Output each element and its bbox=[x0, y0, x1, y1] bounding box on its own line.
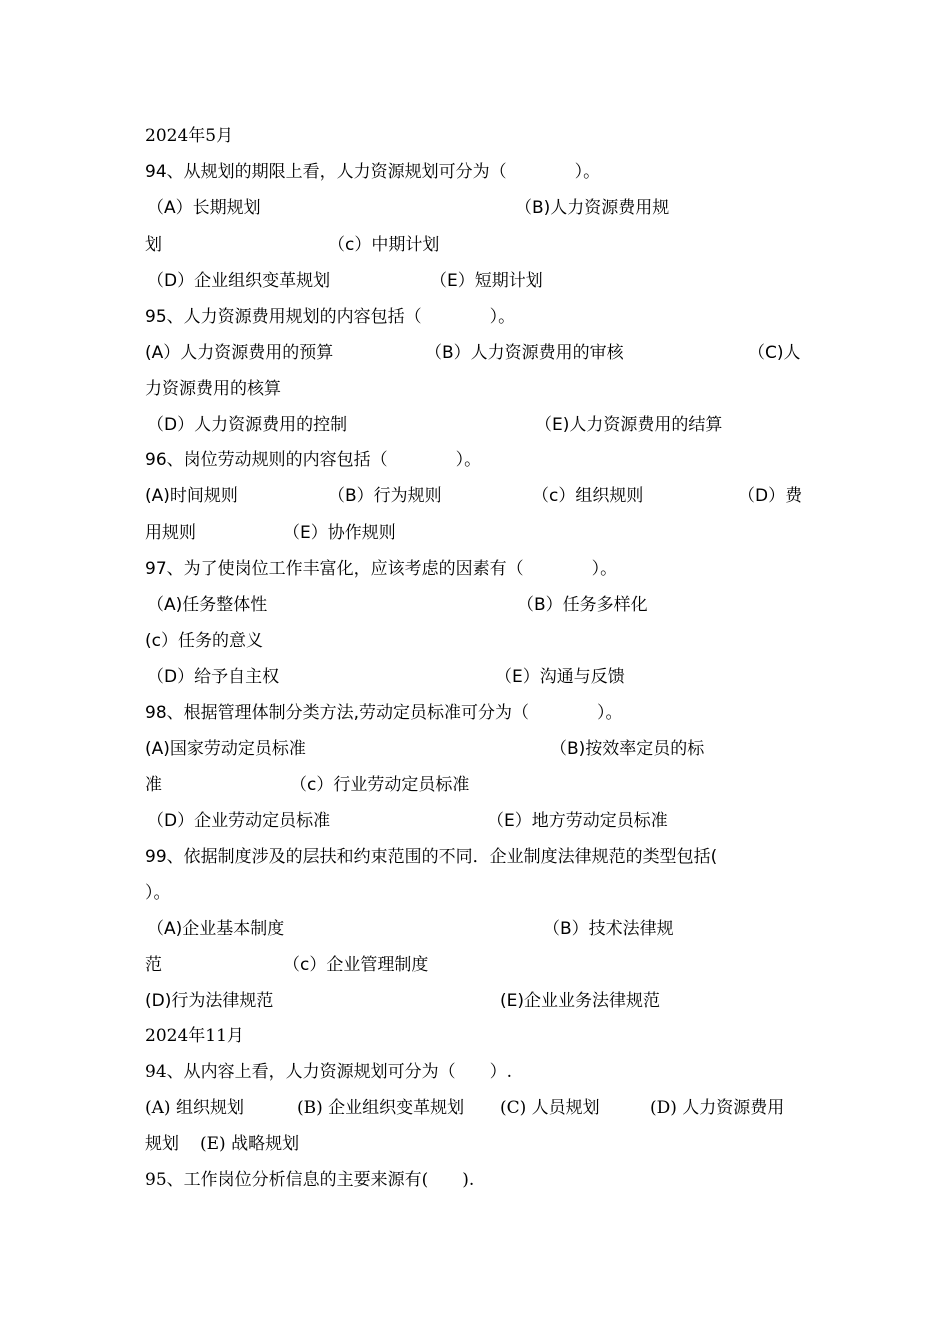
option-a: (A）人力资源费用的预算 bbox=[145, 343, 334, 363]
question-stem-line bbox=[0, 701, 950, 737]
option-line bbox=[0, 521, 950, 557]
option-line bbox=[0, 1132, 950, 1168]
option-b: （B）人力资源费用的审核 bbox=[425, 343, 624, 363]
option-b: (B) 企业组织变革规划 bbox=[297, 1098, 465, 1118]
option-a: (A)国家劳动定员标准 bbox=[145, 739, 306, 759]
option-line bbox=[0, 377, 950, 413]
option-line bbox=[0, 953, 950, 989]
option-e: (E)企业业务法律规范 bbox=[500, 991, 661, 1011]
option-c: （c）行业劳动定员标准 bbox=[290, 775, 470, 795]
option-a: （A)任务整体性 bbox=[147, 595, 268, 615]
option-line bbox=[0, 917, 950, 953]
option-a: （A）长期规划 bbox=[147, 198, 261, 218]
option-c: （c）企业管理制度 bbox=[283, 955, 429, 975]
option-b: （B）行为规则 bbox=[328, 486, 442, 506]
option-b: （B）任务多样化 bbox=[517, 595, 648, 615]
option-e: (E) 战略规划 bbox=[200, 1134, 300, 1154]
question-stem: 95、人力资源费用规划的内容包括（ ）。 bbox=[145, 307, 516, 327]
option-line bbox=[0, 809, 950, 845]
question-stem: 94、从内容上看，人力资源规划可分为（ ）. bbox=[145, 1062, 513, 1082]
option-line bbox=[0, 989, 950, 1025]
section-date-line bbox=[0, 1024, 950, 1060]
option-d: （D）给予自主权 bbox=[147, 667, 280, 687]
section-date: 2024年11月 bbox=[145, 1026, 244, 1046]
option-line bbox=[0, 773, 950, 809]
question-stem-line bbox=[0, 881, 950, 917]
question-stem-line bbox=[0, 448, 950, 484]
section-date: 2024年5月 bbox=[145, 126, 234, 146]
option-d: （D）费 bbox=[738, 486, 803, 506]
option-e: （E）沟通与反馈 bbox=[495, 667, 625, 687]
option-line bbox=[0, 413, 950, 449]
option-d: （D）企业劳动定员标准 bbox=[147, 811, 331, 831]
question-stem-line bbox=[0, 305, 950, 341]
question-stem-line bbox=[0, 160, 950, 196]
question-stem: 98、根据管理体制分类方法,劳动定员标准可分为（ ）。 bbox=[145, 703, 623, 723]
option-line bbox=[0, 629, 950, 665]
option-d-wrap: 规划 bbox=[145, 1134, 179, 1154]
question-stem: 95、工作岗位分析信息的主要来源有( ). bbox=[145, 1170, 475, 1190]
option-a: （A)企业基本制度 bbox=[147, 919, 285, 939]
option-line bbox=[0, 196, 950, 232]
option-line bbox=[0, 1096, 950, 1132]
option-line bbox=[0, 233, 950, 269]
question-stem-line bbox=[0, 1168, 950, 1204]
option-line bbox=[0, 737, 950, 773]
question-stem: 96、岗位劳动规则的内容包括（ ）。 bbox=[145, 450, 482, 470]
option-d-wrap: 用规则 bbox=[145, 523, 196, 543]
option-e: （E）地方劳动定员标准 bbox=[487, 811, 668, 831]
option-d: (D) 人力资源费用 bbox=[650, 1098, 785, 1118]
option-b: （B)按效率定员的标 bbox=[550, 739, 705, 759]
option-c: （C)人 bbox=[748, 343, 801, 363]
option-b-wrap: 范 bbox=[145, 955, 162, 975]
section-date-line bbox=[0, 124, 950, 160]
option-line bbox=[0, 665, 950, 701]
option-line bbox=[0, 269, 950, 305]
option-e: （E)人力资源费用的结算 bbox=[535, 415, 723, 435]
option-line bbox=[0, 593, 950, 629]
question-stem-wrap: ）。 bbox=[145, 883, 171, 903]
option-d: （D）人力资源费用的控制 bbox=[147, 415, 348, 435]
option-c: （c）组织规则 bbox=[532, 486, 644, 506]
question-stem-line bbox=[0, 845, 950, 881]
option-a: (A) 组织规划 bbox=[145, 1098, 244, 1118]
question-stem-line bbox=[0, 557, 950, 593]
question-stem: 99、依据制度涉及的层扶和约束范围的不同．企业制度法律规范的类型包括( bbox=[145, 847, 718, 867]
question-stem: 97、为了使岗位工作丰富化，应该考虑的因素有（ ）。 bbox=[145, 559, 618, 579]
option-c: (c）任务的意义 bbox=[145, 631, 263, 651]
option-a: (A)时间规则 bbox=[145, 486, 238, 506]
option-d: （D）企业组织变革规划 bbox=[147, 271, 331, 291]
option-line bbox=[0, 484, 950, 520]
option-b-wrap: 准 bbox=[145, 775, 162, 795]
option-c: （c）中期计划 bbox=[328, 235, 440, 255]
option-b: （B）技术法律规 bbox=[543, 919, 674, 939]
option-c-wrap: 力资源费用的核算 bbox=[145, 379, 281, 399]
option-line bbox=[0, 341, 950, 377]
question-stem-line bbox=[0, 1060, 950, 1096]
option-e: （E）短期计划 bbox=[430, 271, 543, 291]
option-e: （E）协作规则 bbox=[283, 523, 396, 543]
option-b: （B)人力资源费用规 bbox=[515, 198, 670, 218]
option-b-wrap: 划 bbox=[145, 235, 162, 255]
option-d: (D)行为法律规范 bbox=[145, 991, 274, 1011]
option-c: (C) 人员规划 bbox=[500, 1098, 600, 1118]
question-stem: 94、从规划的期限上看，人力资源规划可分为（ ）。 bbox=[145, 162, 601, 182]
